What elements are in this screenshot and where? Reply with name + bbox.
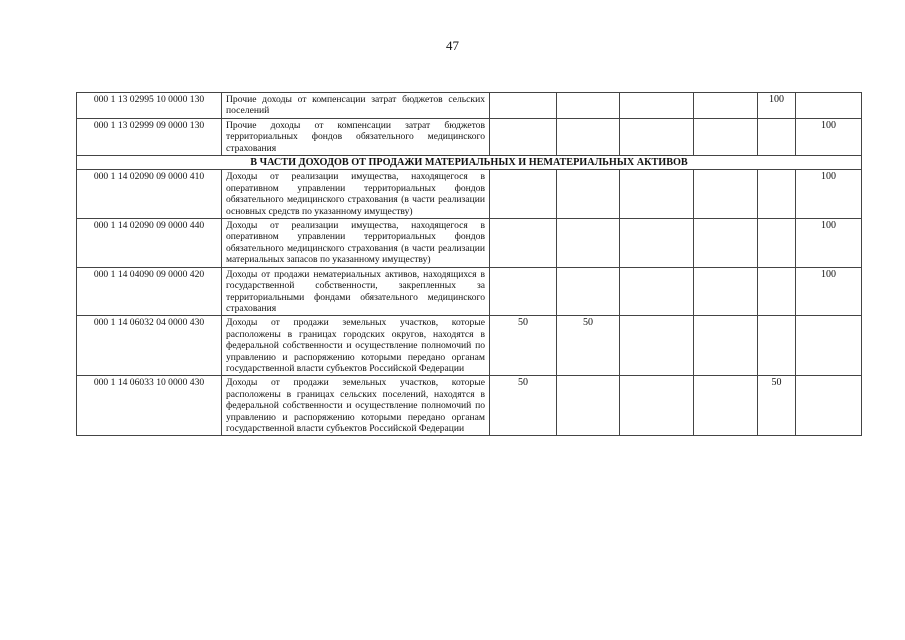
budget-share-cell — [620, 376, 694, 436]
budget-share-cell — [620, 267, 694, 316]
budget-share-cell — [758, 170, 796, 219]
section-heading-row — [77, 156, 862, 170]
revenue-description: Доходы от реализации имущества, находящегося в оперативном управлении территориальных фондов обязательного медицинского страхования (в части реализации материальных запасов по указанному имуществу) — [222, 219, 490, 268]
budget-share-cell — [490, 219, 557, 268]
budget-share-cell — [796, 316, 862, 376]
revenue-code: 000 1 13 02999 09 0000 130 — [77, 118, 222, 155]
budget-share-cell — [694, 267, 758, 316]
budget-share-cell — [620, 118, 694, 155]
table-row — [77, 376, 862, 436]
budget-share-cell — [490, 267, 557, 316]
revenue-code: 000 1 14 02090 09 0000 440 — [77, 219, 222, 268]
budget-share-cell — [620, 219, 694, 268]
budget-share-cell — [620, 316, 694, 376]
revenue-description: Доходы от продажи земельных участков, которые расположены в границах городских округов, находятся в федеральной собственности и осуществление полномочий по управлению и распоряжению которыми передано органам государственной власти субъектов Российской Федерации — [222, 316, 490, 376]
budget-share-cell — [490, 170, 557, 219]
budget-share-cell: 100 — [796, 170, 862, 219]
budget-share-cell — [620, 170, 694, 219]
table-row — [77, 118, 862, 155]
table-row — [77, 93, 862, 119]
revenue-description: Прочие доходы от компенсации затрат бюджетов территориальных фондов обязательного медицинского страхования — [222, 118, 490, 155]
budget-share-cell — [694, 170, 758, 219]
budget-share-cell: 50 — [758, 376, 796, 436]
table-row — [77, 267, 862, 316]
budget-share-cell — [557, 93, 620, 119]
budget-share-cell: 50 — [557, 316, 620, 376]
revenue-code: 000 1 14 04090 09 0000 420 — [77, 267, 222, 316]
budget-share-cell — [557, 267, 620, 316]
budget-share-cell — [796, 376, 862, 436]
budget-share-cell — [694, 93, 758, 119]
budget-share-cell — [694, 118, 758, 155]
budget-share-cell: 100 — [796, 219, 862, 268]
budget-share-cell — [758, 316, 796, 376]
revenue-description: Прочие доходы от компенсации затрат бюджетов сельских поселений — [222, 93, 490, 119]
budget-share-cell — [490, 118, 557, 155]
budget-share-cell — [694, 316, 758, 376]
budget-share-cell: 50 — [490, 376, 557, 436]
budget-share-cell: 100 — [796, 267, 862, 316]
table-row — [77, 316, 862, 376]
budget-share-cell — [796, 93, 862, 119]
budget-share-cell — [758, 219, 796, 268]
budget-share-cell — [557, 376, 620, 436]
revenue-description: Доходы от продажи земельных участков, которые расположены в границах сельских поселений, находятся в федеральной собственности и осуществление полномочий по управлению и распоряжению которыми передано органам государственной власти субъектов Российской Федерации — [222, 376, 490, 436]
budget-share-cell — [758, 118, 796, 155]
budget-share-cell: 100 — [796, 118, 862, 155]
page-number: 47 — [446, 38, 459, 53]
budget-share-cell — [490, 93, 557, 119]
table-row — [77, 170, 862, 219]
revenue-description: Доходы от реализации имущества, находящегося в оперативном управлении территориальных фондов обязательного медицинского страхования (в части реализации основных средств по указанному имуществу) — [222, 170, 490, 219]
revenue-distribution-table — [76, 92, 862, 436]
budget-share-cell: 100 — [758, 93, 796, 119]
revenue-code: 000 1 14 06032 04 0000 430 — [77, 316, 222, 376]
budget-share-cell — [557, 170, 620, 219]
budget-share-cell — [557, 118, 620, 155]
budget-share-cell — [694, 376, 758, 436]
section-heading: В ЧАСТИ ДОХОДОВ ОТ ПРОДАЖИ МАТЕРИАЛЬНЫХ И НЕМАТЕРИАЛЬНЫХ АКТИВОВ — [77, 156, 862, 170]
budget-share-cell — [758, 267, 796, 316]
budget-share-cell — [620, 93, 694, 119]
revenue-code: 000 1 14 02090 09 0000 410 — [77, 170, 222, 219]
revenue-code: 000 1 14 06033 10 0000 430 — [77, 376, 222, 436]
table-row — [77, 219, 862, 268]
budget-share-cell: 50 — [490, 316, 557, 376]
budget-share-cell — [557, 219, 620, 268]
budget-share-cell — [694, 219, 758, 268]
revenue-description: Доходы от продажи нематериальных активов, находящихся в государственной собственности, закрепленных за территориальными фондами обязательного медицинского страхования — [222, 267, 490, 316]
revenue-code: 000 1 13 02995 10 0000 130 — [77, 93, 222, 119]
